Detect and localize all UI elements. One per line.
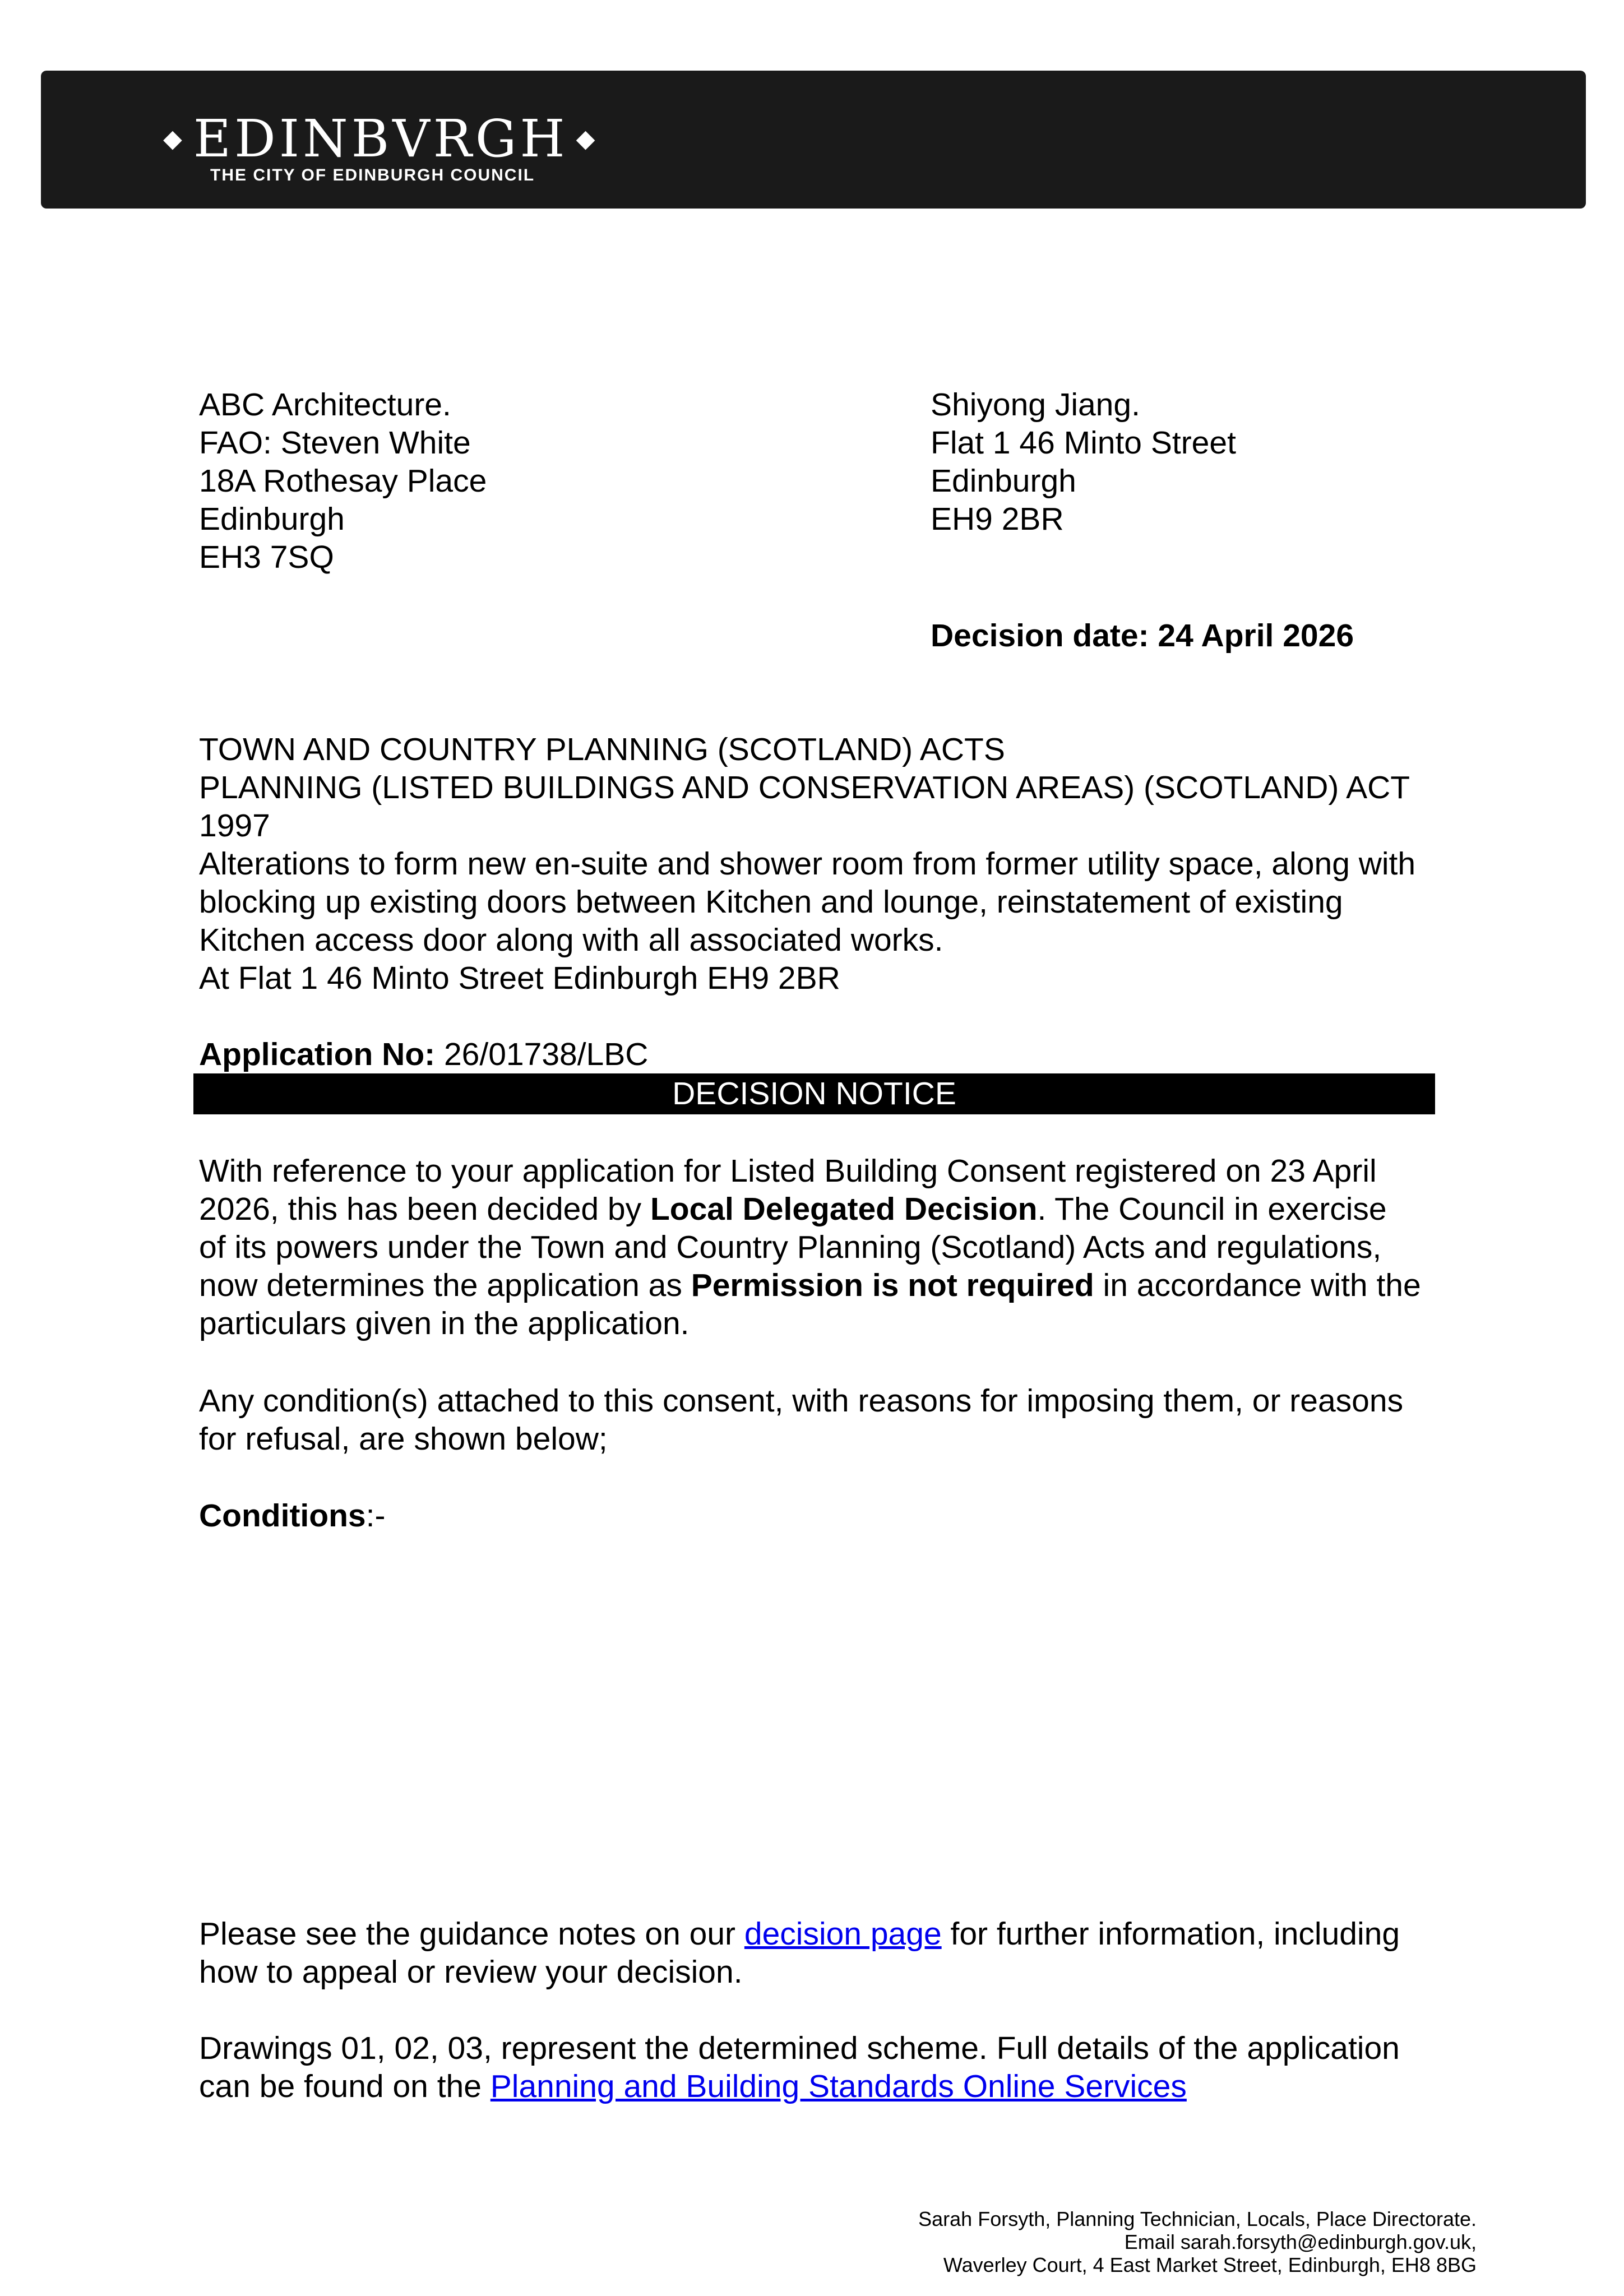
applicant-address-line: Shiyong Jiang. [931, 387, 1140, 423]
agent-address-line: Edinburgh [199, 501, 345, 537]
online-services-link[interactable]: Planning and Building Standards Online Services [490, 2068, 1187, 2104]
conditions-label: Conditions [199, 1498, 366, 1534]
conditions-intro-line: Any condition(s) attached to this consent, with reasons for imposing them, or reasons [199, 1383, 1404, 1419]
heading-line: blocking up existing doors between Kitchen and lounge, reinstatement of existing [199, 884, 1343, 920]
logo-subtitle: THE CITY OF EDINBURGH COUNCIL [210, 166, 535, 184]
drawings-line [199, 2067, 1488, 2105]
decision-line-text: in accordance with the [1094, 1267, 1421, 1303]
decision-date: Decision date: 24 April 2026 [931, 618, 1354, 654]
guidance-paragraph [199, 1915, 1488, 1991]
drawings-paragraph [199, 2029, 1488, 2105]
drawings-text: can be found on the [199, 2068, 491, 2104]
decision-method: Local Delegated Decision [650, 1191, 1038, 1227]
decision-paragraph [199, 1152, 1488, 1343]
guidance-text: Please see the guidance notes on our [199, 1916, 744, 1952]
applicant-address-line: EH9 2BR [931, 501, 1064, 537]
applicant-address-line: Edinburgh [931, 463, 1076, 499]
conditions-intro-paragraph [199, 1382, 1488, 1458]
conditions-heading [199, 1497, 1488, 1535]
agent-address-line: FAO: Steven White [199, 425, 471, 461]
heading-line: At Flat 1 46 Minto Street Edinburgh EH9 2BR [199, 960, 840, 996]
application-heading [199, 730, 1488, 997]
footer-line: Email sarah.forsyth@edinburgh.gov.uk, [1124, 2230, 1477, 2253]
decision-page-link[interactable]: decision page [744, 1916, 942, 1952]
logo-dot-right-icon: ◆ [576, 124, 599, 153]
decision-line-text: now determines the application as [199, 1267, 691, 1303]
applicant-address [931, 386, 1236, 538]
guidance-line: how to appeal or review your decision. [199, 1954, 743, 1990]
council-banner [41, 71, 1586, 209]
officer-footer [918, 2207, 1477, 2276]
heading-line: PLANNING (LISTED BUILDINGS AND CONSERVATION AREAS) (SCOTLAND) ACT [199, 770, 1410, 806]
heading-line: 1997 [199, 808, 270, 844]
decision-line-text: . The Council in exercise [1037, 1191, 1387, 1227]
decision-line [199, 1190, 1488, 1228]
decision-line: With reference to your application for Listed Building Consent registered on 23 April [199, 1153, 1377, 1189]
decision-notice-title: DECISION NOTICE [193, 1073, 1435, 1114]
application-number-value: 26/01738/LBC [443, 1036, 649, 1072]
footer-line: Waverley Court, 4 East Market Street, Edinburgh, EH8 8BG [943, 2253, 1477, 2276]
application-number [199, 1035, 648, 1073]
heading-line: Alterations to form new en-suite and shower room from former utility space, along with [199, 846, 1416, 882]
agent-address-line: EH3 7SQ [199, 539, 334, 575]
logo-dot-left-icon: ◆ [163, 124, 186, 153]
decision-line-text: 2026, this has been decided by [199, 1191, 650, 1227]
heading-line: Kitchen access door along with all associated works. [199, 922, 943, 958]
decision-line: particulars given in the application. [199, 1306, 690, 1341]
guidance-text: for further information, including [941, 1916, 1400, 1952]
conditions-intro-line: for refusal, are shown below; [199, 1421, 608, 1457]
agent-address [199, 386, 487, 576]
footer-line: Sarah Forsyth, Planning Technician, Locals, Place Directorate. [918, 2207, 1477, 2230]
council-logo [163, 109, 599, 185]
drawings-line: Drawings 01, 02, 03, represent the determined scheme. Full details of the application [199, 2030, 1400, 2066]
application-number-label: Application No: [199, 1036, 436, 1072]
decision-outcome: Permission is not required [691, 1267, 1094, 1303]
decision-line: of its powers under the Town and Country Planning (Scotland) Acts and regulations, [199, 1229, 1382, 1265]
decision-line [199, 1266, 1488, 1304]
logo-wordmark: EDINBVRGH [193, 109, 568, 169]
applicant-address-line: Flat 1 46 Minto Street [931, 425, 1236, 461]
agent-address-line: ABC Architecture. [199, 387, 451, 423]
agent-address-line: 18A Rothesay Place [199, 463, 487, 499]
heading-line: TOWN AND COUNTRY PLANNING (SCOTLAND) ACTS [199, 732, 1005, 767]
guidance-line [199, 1915, 1488, 1953]
conditions-suffix: :- [365, 1498, 386, 1534]
